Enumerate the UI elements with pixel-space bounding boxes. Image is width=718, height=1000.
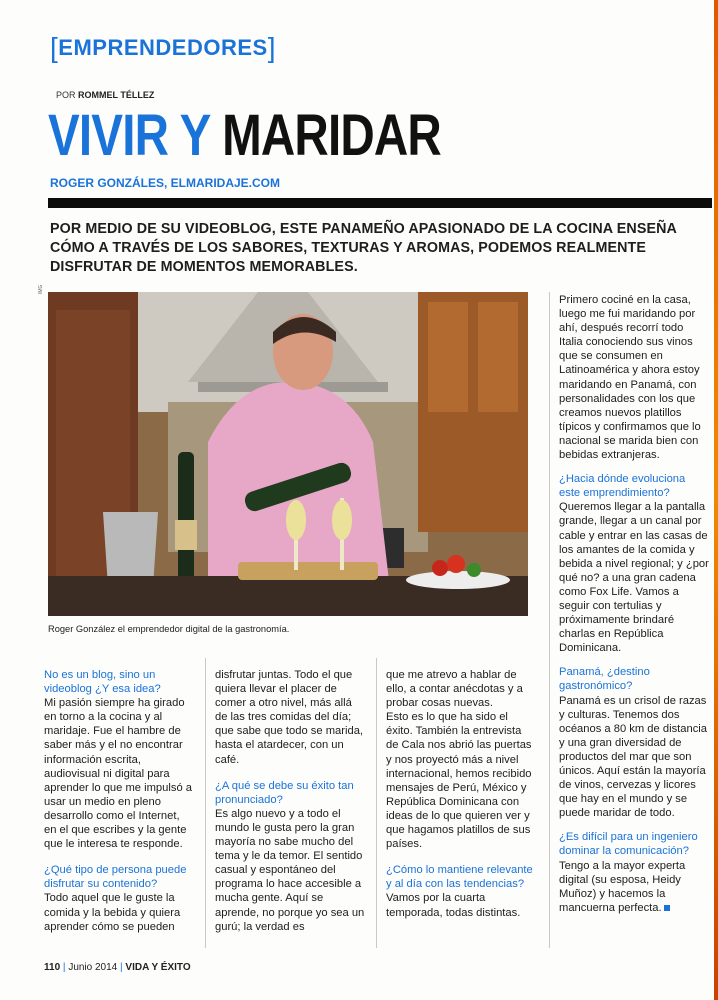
page-edge-stripe — [714, 0, 718, 1000]
article-column-2 — [215, 668, 365, 934]
answer-audience-start: Todo aquel que le guste la comida y la bebida y quiera aprender cómo se pueden — [44, 892, 181, 933]
footer-separator: | — [62, 962, 66, 973]
question-engineer: ¿Es difícil para un ingeniero dominar la comunicación? — [559, 831, 698, 858]
footer-separator: | — [120, 962, 123, 973]
answer-panama: Panamá es un crisol de razas y culturas. Tenemos dos océanos a 80 km de distancia y una gran diversidad de productos del mar que son únicos. Aquí están la mayoría de vinos, cervezas y licores que hay en el mundo y se puede maridar de todo. — [559, 694, 708, 820]
article-column-4 — [559, 293, 709, 915]
byline-name: ROMMEL TÉLLEZ — [78, 90, 155, 100]
answer-engineer: Tengo a la mayor experta digital (su esposa, Heidy Muñoz) y hacemos la mancuerna perfecta. — [559, 859, 686, 914]
column-divider — [549, 292, 550, 948]
answer-relevance-start: Vamos por la cuarta temporada, todas distintas. — [386, 892, 521, 919]
question-audience: ¿Qué tipo de persona puede disfrutar su contenido? — [44, 864, 187, 891]
answer-engineer-wrap — [559, 859, 709, 915]
answer-videoblog: Mi pasión siempre ha girado en torno a la cocina y al maridaje. Fue el hambre de saber más y el no encontrar información escrita, audiovisual ni digital para aprender lo que me impulsó a usar un medio en pleno desarrollo como el Internet, en el que escribes y la gente que le interesa te responde. — [44, 697, 193, 851]
end-mark-icon — [664, 905, 670, 911]
header-rule — [48, 198, 712, 208]
page-footer — [44, 962, 191, 973]
article-photo — [48, 292, 528, 616]
question-relevance: ¿Cómo lo mantiene relevante y al día con las tendencias? — [386, 864, 533, 891]
photo-credit: IMG — [38, 284, 44, 294]
page-number: 110 — [44, 962, 61, 973]
article-title — [48, 104, 441, 168]
question-videoblog: No es un blog, sino un videoblog ¿Y esa idea? — [44, 669, 161, 696]
article-column-1 — [44, 668, 194, 934]
answer-success-end: Esto es lo que ha sido el éxito. También la entrevista de Cala nos abrió las puertas y nos proyectó más a nivel internacional, hemos recibido mensajes de Perú, México y República Dominicana con ideas de lo que quieren ver y que hagamos platillos de sus países. — [386, 711, 532, 851]
answer-audience-continued: disfrutar juntas. Todo el que quiera llevar el placer de comer a otro nivel, más allá de las tres comidas del día; que sabe que todo se marida, hasta el atardecer, con un café. — [215, 669, 364, 766]
question-panama: Panamá, ¿destino gastronómico? — [559, 666, 650, 693]
byline-prefix: POR — [56, 90, 76, 100]
column-divider — [376, 658, 377, 948]
answer-evolution: Queremos llegar a la pantalla grande, llegar a un canal por cable y entrar en las casas de los amantes de la comida y bebida a nivel regional; y ¿por qué no? a una gran cadena como Fox Life. Vamos a seguir con tertulias y próximamente brindaré charlas en República Dominicana. — [559, 501, 709, 655]
answer-success-continued: que me atrevo a hablar de ello, a contar anécdotas y a probar cosas nuevas. — [386, 669, 523, 710]
question-evolution: ¿Hacia dónde evoluciona este emprendimiento? — [559, 473, 686, 500]
answer-relevance-continued: Primero cociné en la casa, luego me fui maridando por ahí, después recorrí todo Italia conociendo sus vinos que se consumen en Latinoamérica y ahora estoy maridando en Panamá, con personalidades con los que creamos nuevos platillos típicos y confirmamos que lo nacional se marida bien con bebidas extranjeras. — [559, 294, 701, 462]
intro-paragraph: POR MEDIO DE SU VIDEOBLOG, ESTE PANAMEÑO APASIONADO DE LA COCINA ENSEÑA CÓMO A TRAVÉS DE LOS SABORES, TEXTURAS Y AROMAS, PODEMOS REALMENTE DISFRUTAR DE MOMENTOS MEMORABLES. — [50, 221, 677, 275]
section-label: EMPRENDEDORES — [58, 35, 268, 60]
bracket-close: ] — [267, 32, 276, 63]
column-divider — [205, 658, 206, 948]
chef-photo-illustration — [48, 292, 528, 616]
section-tag — [50, 30, 276, 62]
magazine-name: VIDA Y ÉXITO — [125, 962, 191, 973]
question-success: ¿A qué se debe su éxito tan pronunciado? — [215, 779, 354, 806]
byline — [56, 90, 154, 100]
bracket-open: [ — [50, 32, 59, 63]
answer-success-start: Es algo nuevo y a todo el mundo le gusta pero la gran mayoría no sabe mucho del tema y le da temor. El sentido casual y espontáneo del programa lo hace accesible a mucha gente. Aquí se aprende, no porque yo sea un gurú; la verdad es — [215, 807, 365, 933]
title-part-1: VIVIR Y — [48, 103, 210, 168]
title-part-2: MARIDAR — [222, 103, 441, 168]
issue-date: Junio 2014 — [68, 962, 118, 973]
article-column-3 — [386, 668, 536, 920]
author-line: ROGER GONZÁLES, ELMARIDAJE.COM — [50, 176, 281, 190]
photo-caption: Roger González el emprendedor digital de la gastronomía. — [48, 624, 290, 634]
